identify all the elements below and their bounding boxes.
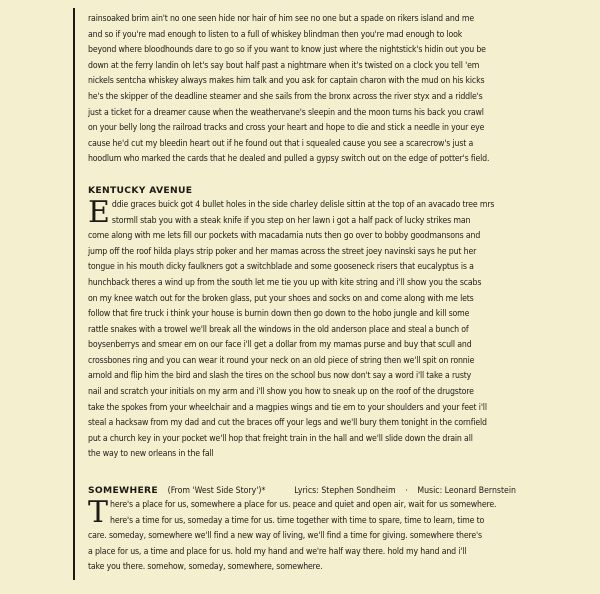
song-somewhere [88, 478, 588, 576]
stanza-continued [88, 12, 588, 168]
lyric-line: take the spokes from your wheelchair and a magpies wings and tie em to your shoulders and your feet i'll [88, 402, 487, 413]
lyric-line: stormll stab you with a steak knife if you step on her lawn i got a half pack of lucky strikes man [111, 215, 471, 226]
song-kentucky-avenue [88, 183, 588, 463]
lyric-line: he's the skipper of the deadline steamer and she sails from the bronx across the river styx and a riddle's [88, 91, 483, 102]
lyric-line: here's a place for us, somewhere a place for us. peace and quiet and open air, wait for us somewhere. [110, 500, 497, 511]
lyric-line: steal a hacksaw from my dad and cut the braces off your legs and we'll bury them tonight in the cornfield [88, 418, 487, 429]
lyric-line: put a church key in your pocket we'll hop that freight train in the hall and we'll slide down the drain all [88, 433, 473, 444]
lyric-line: hoodlum who marked the cards that he dealed and pulled a gypsy switch out on the edge of potter's field. [88, 154, 490, 165]
lyric-line: take you there. somehow, someday, somewhere, somewhere. [88, 562, 323, 573]
lyric-line: tongue in his mouth dicky faulkners got a switchblade and some gooseneck risers that eucalyptus is a [88, 262, 474, 273]
song-title: SOMEWHERE [88, 485, 158, 497]
lyric-line: nail and scratch your initials on my arm and i'll show you how to sneak up on the roof of the drugstore [88, 387, 474, 398]
credit-separator: · [405, 486, 408, 497]
lyric-line: hunchback theres a wind up from the south let me tie you up with kite string and i'll show you the scabs [88, 277, 482, 288]
song-opening [88, 495, 588, 531]
lyrics-text-column [88, 12, 588, 576]
drop-cap: T [88, 495, 109, 531]
lyric-line: just a ticket for a dreamer cause when the weathervane's sleepin and the moon turns his back you crawl [88, 107, 484, 118]
lyric-line: care. someday, somewhere we'll find a new way of living, we'll find a time for giving. somewhere there's [88, 531, 482, 542]
lyric-line: the way to new orleans in the fall [88, 449, 214, 460]
song-opening [88, 194, 588, 230]
lyric-line: and so if you're mad enough to listen to a full of whiskey blindman then you're mad enough to look [88, 29, 463, 40]
lyric-line: down at the ferry landin oh let's say bout half past a nightmare when it's twisted on a clock you tell 'em [88, 60, 480, 71]
lyric-line: a place for us, a time and place for us. hold my hand and we're half way there. hold my hand and i'll [88, 546, 467, 557]
lyric-line: jump off the roof hilda plays strip poker and her mamas across the street joey navinski says he put her [88, 246, 477, 257]
lyric-line: follow that fire truck i think your house is burnin down then go down to the hobo jungle and kill some [88, 309, 470, 320]
vertical-margin-rule [73, 8, 75, 580]
lyric-line: nickels sentcha whiskey always makes him talk and you ask for captain charon with the mud on his kicks [88, 76, 485, 87]
lyric-line: on my knee watch out for the broken glass, put your shoes and socks on and come along with me lets [88, 293, 474, 304]
lyric-line: come along with me lets fill our pockets with macadamia nuts then go over to bobby goodmansons and [88, 231, 481, 242]
lyric-line: beyond where bloodhounds dare to go so if you want to know just where the nightstick's hidin out you be [88, 45, 486, 56]
lyric-line: boysenberrys and smear em on our face i'll get a dollar from my mamas purse and buy that scull and [88, 340, 472, 351]
lyric-line: rainsoaked brim ain't no one seen hide nor hair of him see no one but a spade on rikers island and me [88, 14, 475, 24]
lyric-line: on your belly long the railroad tracks and cross your heart and hope to die and stick a needle in your eye [88, 123, 485, 134]
lyric-line: rattle snakes with a trowel we'll break all the windows in the old anderson place and steal a bunch of [88, 324, 469, 335]
drop-cap: E [88, 194, 110, 230]
song-subtitle: (From 'West Side Story')* [167, 486, 266, 497]
song-heading-row [88, 478, 588, 498]
lyric-line: crossbones ring and you can wear it round your neck on an old piece of string then we'll spit on ronnie [88, 355, 475, 366]
lyric-line: cause he'd cut my bleedin heart out if he found out that i squealed cause you see a scarecrow's just a [88, 138, 474, 149]
music-credit: Music: Leonard Bernstein [417, 486, 516, 497]
song-title: KENTUCKY AVENUE [88, 184, 193, 196]
lyric-line: here's a time for us, someday a time for us. time together with time to spare, time to learn, time to [110, 515, 485, 526]
lyrics-credit: Lyrics: Stephen Sondheim [294, 486, 396, 497]
lyric-line: arnold and flip him the bird and slash the tires on the school bus now don't say a word i'll take a rusty [88, 371, 472, 382]
lyric-line: ddie graces buick got 4 bullet holes in the side charley delisle sittin at the top of an avacado tree mrs [111, 199, 495, 210]
